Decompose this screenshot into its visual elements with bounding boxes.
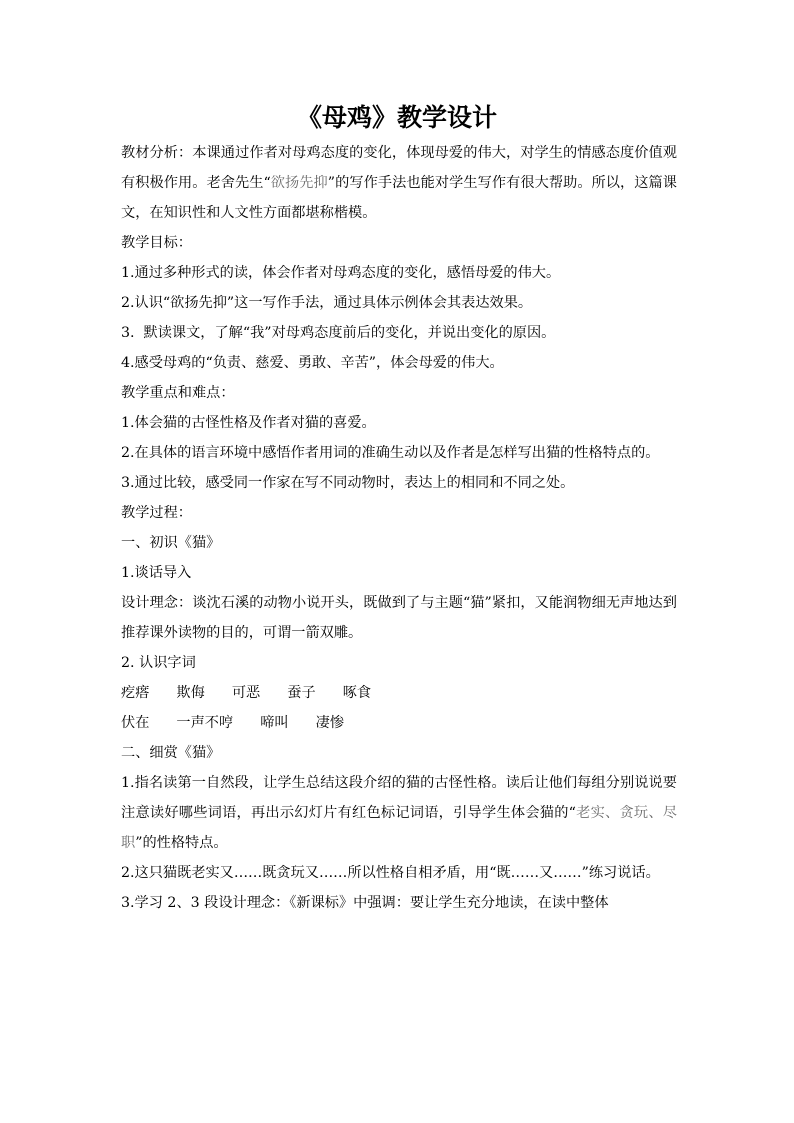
step-intro: 1.谈话导入 [121,565,192,581]
goal-item: 2.认识“欲扬先抑”这一写作手法，通过具体示例体会其表达效果。 [121,295,533,311]
key-point-item: 2.在具体的语言环境中感悟作者用词的准确生动以及作者是怎样写出猫的性格特点的。 [121,445,660,461]
study-step: 3.学习 2、3 段设计理念：《新课标》中强调：要让学生充分地读，在读中整体 [121,895,609,911]
process-heading: 教学过程： [121,505,192,521]
document-body [121,138,677,918]
section-heading: 二、细赏《猫》 [121,745,221,761]
key-point-item: 3.通过比较，感受同一作家在写不同动物时，表达上的相同和不同之处。 [121,475,575,491]
goal-item: 1.通过多种形式的读，体会作者对母鸡态度的变化，感悟母爱的伟大。 [121,265,561,281]
reading-step [121,768,677,858]
section-heading: 一、初识《猫》 [121,535,221,551]
material-analysis [121,138,677,228]
reading-step-text-end: ”的性格特点。 [135,835,228,851]
design-note: 设计理念：谈沈石溪的动物小说开头，既做到了与主题“猫”紧扣，又能润物细无声地达到推荐课外读物的目的，可谓一箭双雕。 [121,595,677,641]
analysis-highlight: 欲扬先抑 [270,175,328,191]
speaking-practice: 2.这只猫既老实又……既贪玩又……所以性格自相矛盾，用“既……又……”练习说话。 [121,865,660,881]
document-title: 《母鸡》教学设计 [296,103,497,132]
key-point-item: 1.体会猫的古怪性格及作者对猫的喜爱。 [121,415,376,431]
key-points-heading: 教学重点和难点： [121,385,235,401]
analysis-text-start: 教材分析：本课通过作者对母鸡态度的变化，体现母爱的伟大，对学生的情感态度价值观有积极作用。老舍先生“ [121,145,677,191]
vocabulary-row: 伏在 一声不哼 啼叫 凄惨 [121,715,345,731]
step-vocabulary: 2. 认识字词 [121,655,196,671]
goal-item: 3. 默读课文，了解“我”对母鸡态度前后的变化，并说出变化的原因。 [121,325,556,341]
analysis-text-end: ”的写作手法也能对学生写作有很大帮助。所以，这篇课文，在知识性和人文性方面都堪称楷模。 [121,175,677,221]
goals-heading: 教学目标： [121,235,192,251]
vocabulary-row: 疙瘩 欺侮 可恶 蚕子 啄食 [121,685,372,701]
trait-highlight: 老实、贪玩、尽职 [121,805,677,851]
reading-step-text: 1.指名读第一自然段，让学生总结这段介绍的猫的古怪性格。读后让他们每组分别说说要注意读好哪些词语，再出示幻灯片有红色标记词语，引导学生体会猫的“ [121,775,677,821]
goal-item: 4.感受母鸡的“负责、慈爱、勇敢、辛苦”，体会母爱的伟大。 [121,355,504,371]
